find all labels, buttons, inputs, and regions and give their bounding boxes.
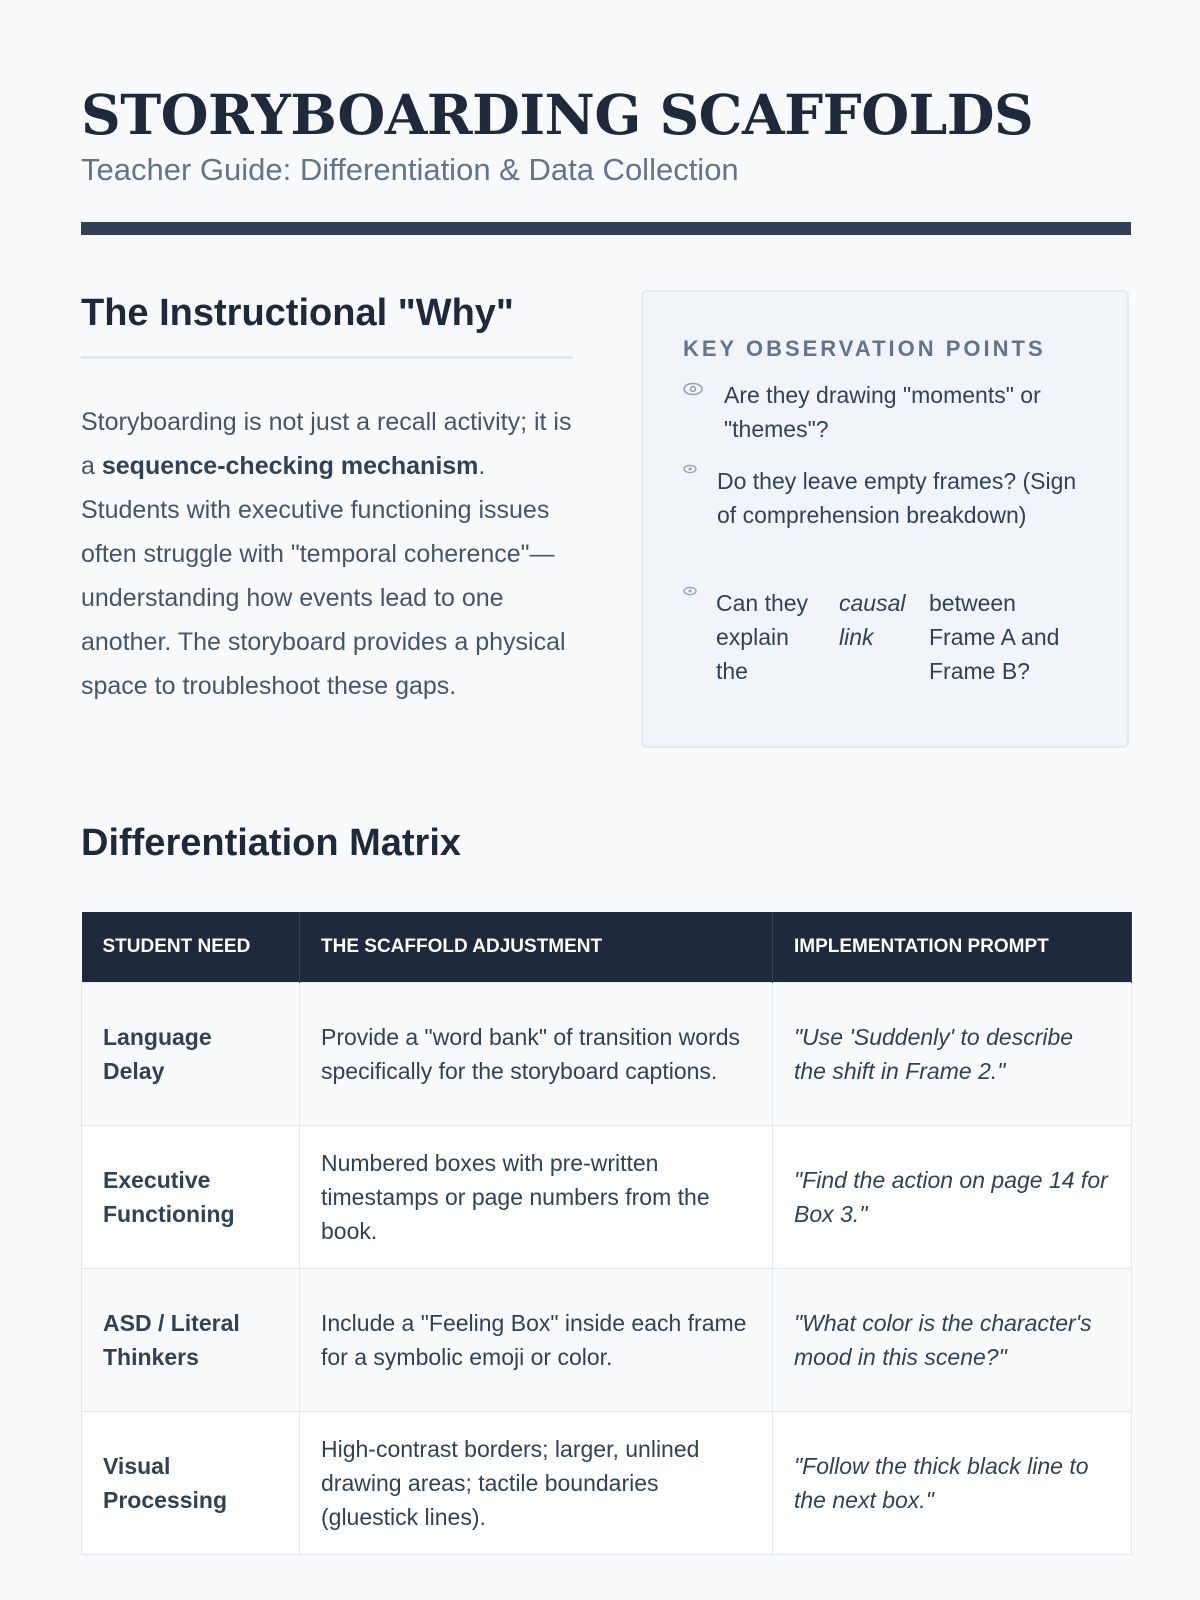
observation-item [683,586,1103,690]
header-divider [81,222,1131,235]
table-row [82,1126,1132,1269]
table-row [82,1412,1132,1555]
observation-text-emphasis: causal link [839,590,906,650]
why-text-end: . Students with executive functioning issues often struggle with "temporal coherence"—understanding how events lead to one another. The storyboard provides a physical space to troubleshoot these gaps. [81,452,566,700]
student-need-cell: Language Delay [82,983,300,1126]
why-divider [81,356,573,359]
implementation-prompt-cell: "What color is the character's mood in this scene?" [773,1269,1132,1412]
observation-item [683,378,1103,448]
scaffold-adjustment-cell: Include a "Feeling Box" inside each frame for a symbolic emoji or color. [300,1269,773,1412]
student-need-cell: Visual Processing [82,1412,300,1555]
scaffold-adjustment-cell: Provide a "word bank" of transition words specifically for the storyboard captions. [300,983,773,1126]
implementation-prompt-cell: "Find the action on page 14 for Box 3." [773,1126,1132,1269]
observation-text: Are they drawing "moments" or "themes"? [724,382,1041,442]
implementation-prompt-cell: "Follow the thick black line to the next box." [773,1412,1132,1555]
eye-icon [683,586,697,596]
observation-text: Can they explain the [716,590,809,684]
why-heading: The Instructional "Why" [81,292,514,334]
page-subtitle: Teacher Guide: Differentiation & Data Collection [81,152,739,187]
column-header: THE SCAFFOLD ADJUSTMENT [300,912,773,983]
table-row [82,1269,1132,1412]
observation-item [683,464,1103,568]
eye-icon [683,382,703,396]
student-need-cell: ASD / Literal Thinkers [82,1269,300,1412]
column-header: IMPLEMENTATION PROMPT [773,912,1132,983]
eye-icon [683,464,697,474]
why-text-emphasis: sequence-checking mechanism [101,452,479,480]
observation-text: Do they leave empty frames? (Sign of comprehension breakdown) [717,468,1077,528]
why-text-start: Storyboarding is not just a recall activity; it is a [81,408,572,480]
implementation-prompt-cell: "Use 'Suddenly' to describe the shift in Frame 2." [773,983,1132,1126]
observation-text: between Frame A and Frame B? [929,590,1060,684]
column-header: STUDENT NEED [82,912,300,983]
scaffold-adjustment-cell: High-contrast borders; larger, unlined drawing areas; tactile boundaries (gluestick lines). [300,1412,773,1555]
differentiation-table [81,912,1132,1555]
why-paragraph [81,400,581,708]
student-need-cell: Executive Functioning [82,1126,300,1269]
table-row [82,983,1132,1126]
page-header [81,82,1131,188]
observation-panel [641,290,1129,748]
page-title: STORYBOARDING SCAFFOLDS [81,82,1034,147]
table-header-row [82,912,1132,983]
scaffold-adjustment-cell: Numbered boxes with pre-written timestamps or page numbers from the book. [300,1126,773,1269]
matrix-heading: Differentiation Matrix [81,822,462,864]
observation-heading: KEY OBSERVATION POINTS [683,336,1046,361]
